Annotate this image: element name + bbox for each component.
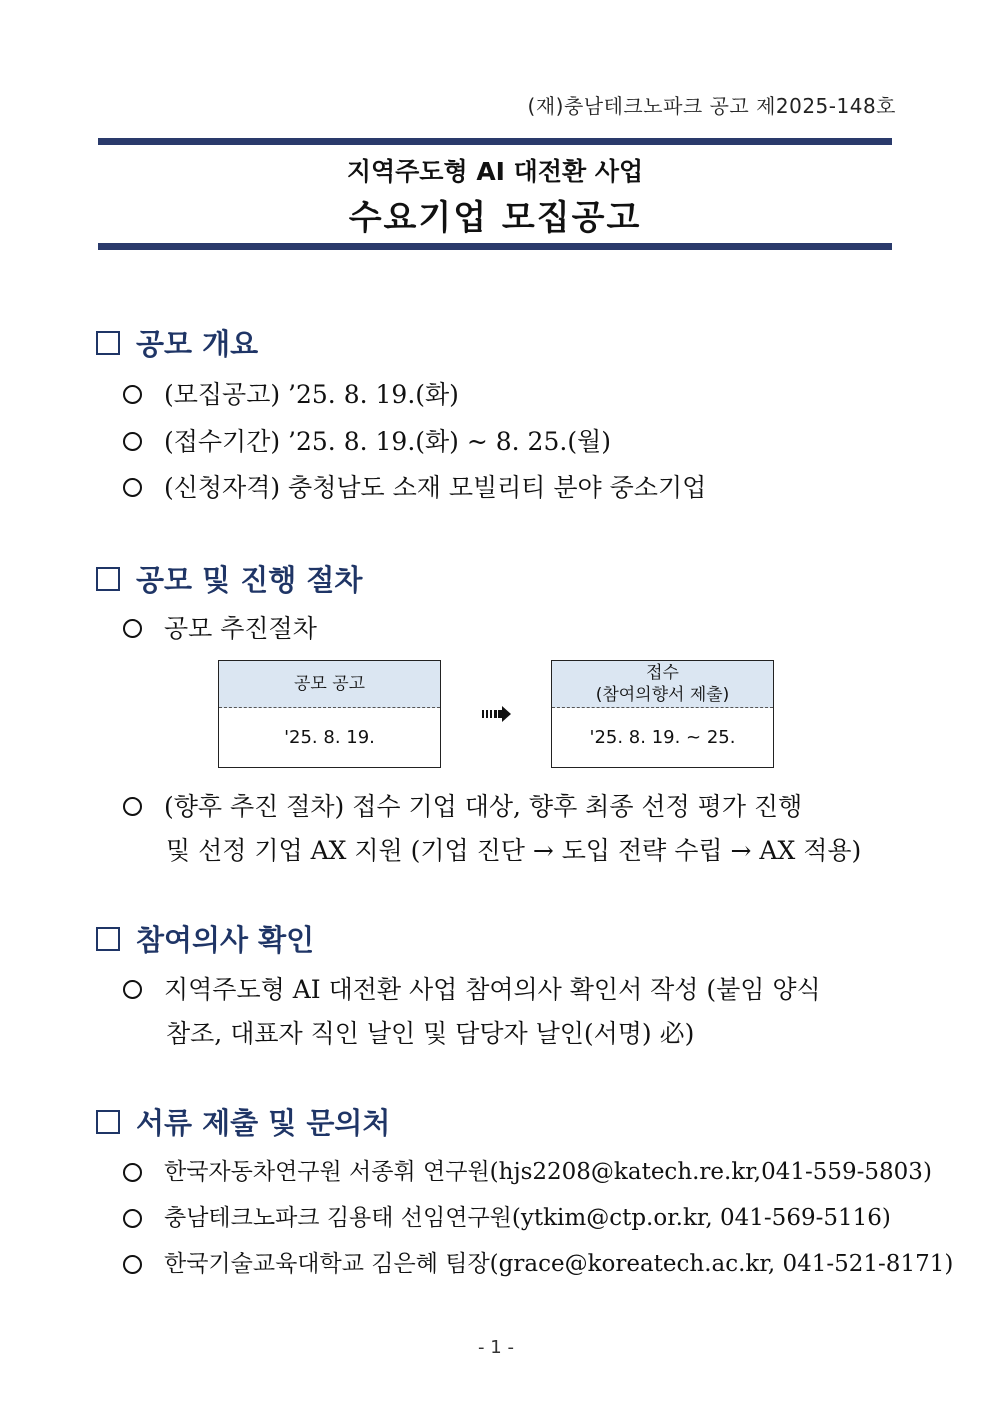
page-number: - 1 - bbox=[478, 1337, 514, 1358]
list-item-text: 지역주도형 AI 대전환 사업 참여의사 확인서 작성 (붙임 양식 bbox=[164, 975, 821, 1004]
list-item bbox=[123, 375, 459, 411]
hollow-circle-icon bbox=[123, 432, 142, 451]
hollow-circle-icon bbox=[123, 1255, 142, 1274]
hollow-circle-icon bbox=[123, 1209, 142, 1228]
flow-step-label: 공모 공고 bbox=[219, 661, 440, 708]
contact-text: 충남테크노파크 김용태 선임연구원(ytkim@ctp.or.kr, 041-569-5116) bbox=[164, 1205, 891, 1231]
section-heading-participation bbox=[96, 918, 314, 959]
title-line-1: 지역주도형 AI 대전환 사업 bbox=[346, 157, 644, 186]
flow-step-announcement bbox=[218, 660, 441, 768]
list-item-text: (향후 추진 절차) 접수 기업 대상, 향후 최종 선정 평가 진행 bbox=[164, 792, 803, 821]
section-heading-text: 공모 및 진행 절차 bbox=[136, 563, 363, 597]
hollow-circle-icon bbox=[123, 619, 142, 638]
list-item-continuation: 및 선정 기업 AX 지원 (기업 진단 → 도입 전략 수립 → AX 적용) bbox=[166, 836, 862, 865]
empty-square-icon bbox=[96, 1110, 120, 1134]
hollow-circle-icon bbox=[123, 1163, 142, 1182]
flow-step-label: 접수 bbox=[646, 663, 679, 683]
section-heading-procedure bbox=[96, 558, 362, 599]
contact-text: 한국자동차연구원 서종휘 연구원(hjs2208@katech.re.kr,041-559-5803) bbox=[164, 1159, 932, 1185]
hollow-circle-icon bbox=[123, 797, 142, 816]
hollow-circle-icon bbox=[123, 478, 142, 497]
flow-step-submission bbox=[551, 660, 774, 768]
list-item-continuation: 참조, 대표자 직인 날인 및 담당자 날인(서명) 必) bbox=[166, 1019, 695, 1048]
list-item bbox=[123, 468, 706, 504]
hollow-circle-icon bbox=[123, 980, 142, 999]
list-item bbox=[123, 609, 317, 645]
section-heading-overview bbox=[96, 322, 258, 363]
section-heading-text: 참여의사 확인 bbox=[136, 923, 315, 957]
flow-step-date: '25. 8. 19. bbox=[284, 727, 375, 748]
bottom-rule bbox=[98, 243, 892, 250]
top-rule bbox=[98, 138, 892, 145]
list-item-text: 공모 추진절차 bbox=[164, 614, 317, 643]
notice-number: (재)충남테크노파크 공고 제2025-148호 bbox=[527, 94, 896, 118]
list-item bbox=[123, 970, 821, 1006]
section-heading-text: 서류 제출 및 문의처 bbox=[136, 1106, 391, 1140]
empty-square-icon bbox=[96, 567, 120, 591]
empty-square-icon bbox=[96, 331, 120, 355]
contact-item bbox=[123, 1153, 932, 1186]
flow-step-date: '25. 8. 19. ~ 25. bbox=[589, 727, 736, 748]
title-line-2: 수요기업 모집공고 bbox=[348, 198, 642, 238]
list-item bbox=[123, 787, 802, 823]
flow-step-sublabel: (참여의향서 제출) bbox=[595, 685, 730, 705]
contact-item bbox=[123, 1199, 891, 1232]
contact-text: 한국기술교육대학교 김은혜 팀장(grace@koreatech.ac.kr, 041-521-8171) bbox=[164, 1251, 954, 1277]
contact-item bbox=[123, 1245, 953, 1278]
striped-arrow-icon bbox=[482, 704, 512, 724]
list-item-text: (모집공고) ’25. 8. 19.(화) bbox=[164, 380, 459, 409]
list-item-text: (접수기간) ’25. 8. 19.(화) ~ 8. 25.(월) bbox=[164, 427, 611, 456]
section-heading-contacts bbox=[96, 1101, 390, 1142]
list-item-text: (신청자격) 충청남도 소재 모빌리티 분야 중소기업 bbox=[164, 473, 707, 502]
list-item bbox=[123, 422, 611, 458]
hollow-circle-icon bbox=[123, 385, 142, 404]
empty-square-icon bbox=[96, 927, 120, 951]
section-heading-text: 공모 개요 bbox=[136, 327, 259, 361]
